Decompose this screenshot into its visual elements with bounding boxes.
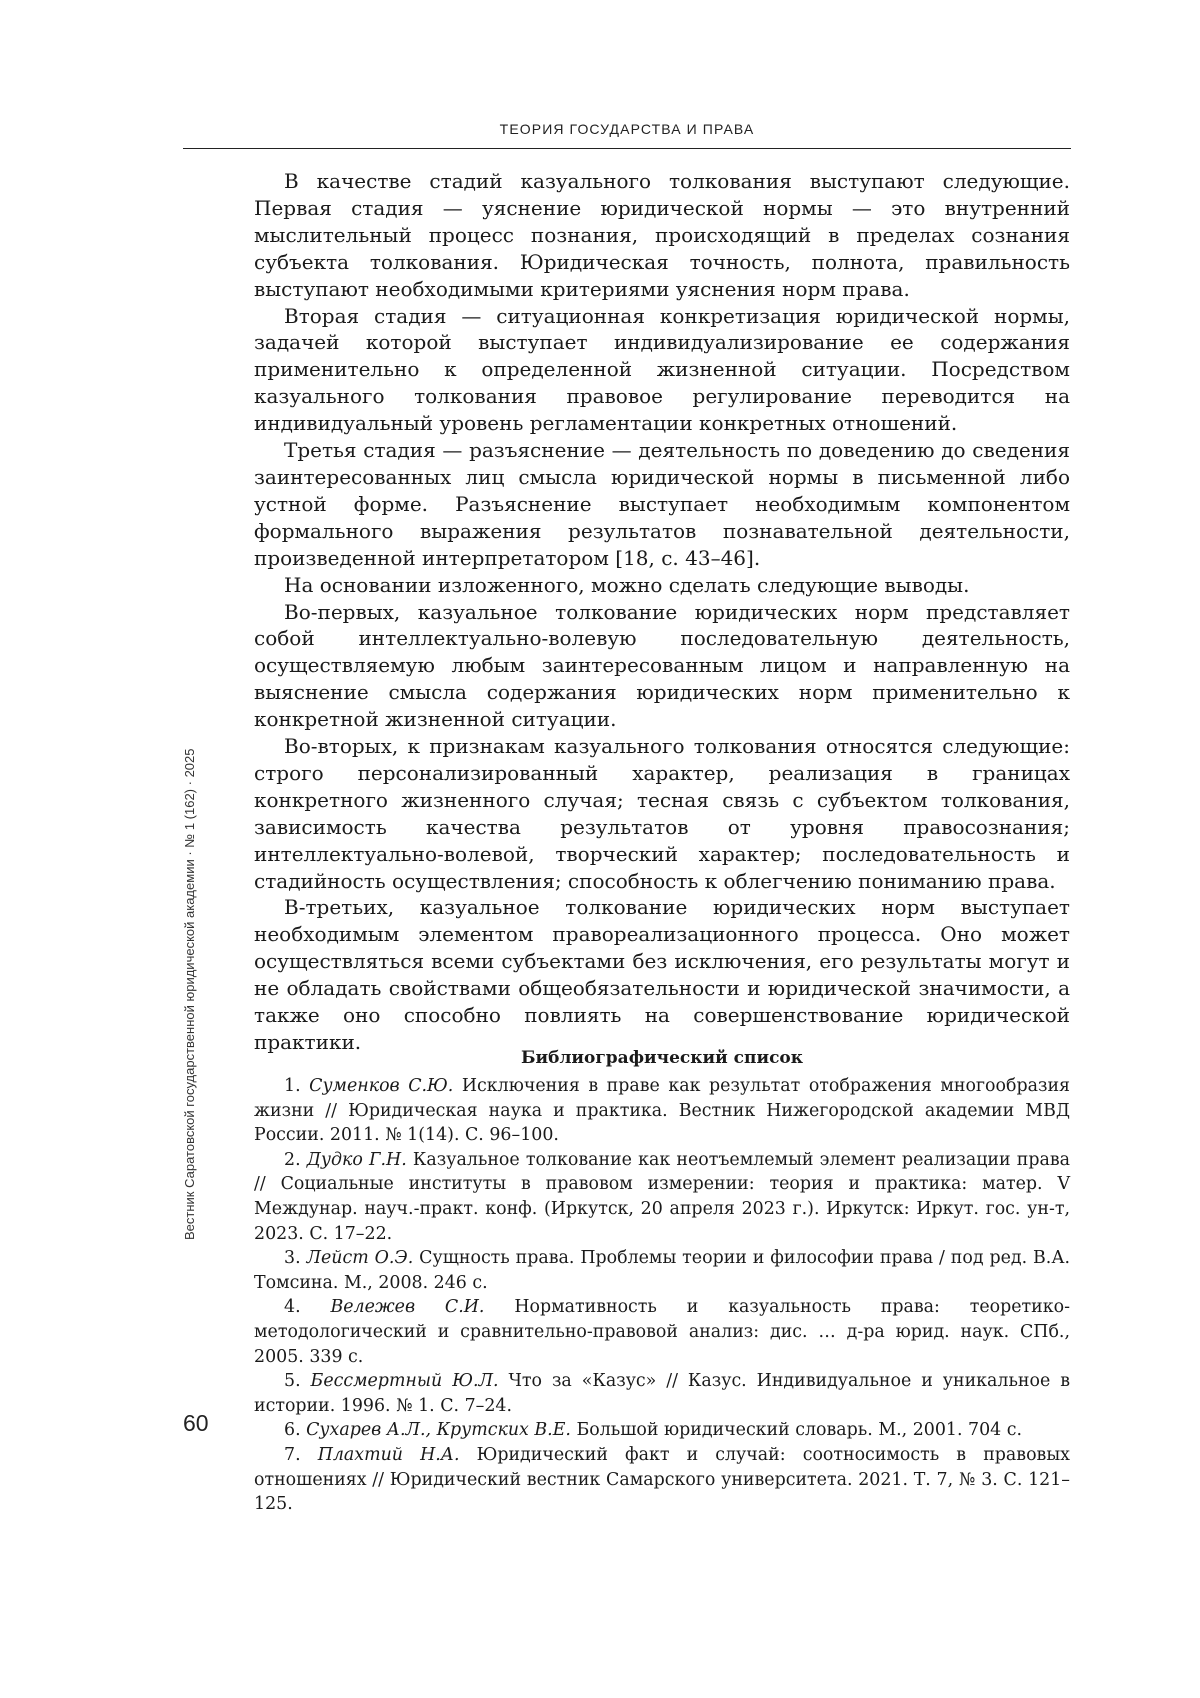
item-text: Казуальное толкование как неотъемлемый элемент реализации права // Социальные институты в правовом измерении: теория и практика: матер. V Междунар. науч.-практ. конф. (Иркутск, 20 апреля 2023 г.). Иркутск: Иркут. гос. ун-т, 2023. С. 17–22.	[254, 1149, 1070, 1244]
item-author: Дудко Г.Н.	[306, 1149, 407, 1170]
item-text: Юридический факт и случай: соотносимость в правовых отношениях // Юридический вестник Самарского университета. 2021. Т. 7, № 3. С. 121–125.	[254, 1444, 1070, 1515]
item-text: Исключения в праве как результат отображения многообразия жизни // Юридическая наука и практика. Вестник Нижегородской академии МВД России. 2011. № 1(14). С. 96–100.	[254, 1076, 1071, 1146]
bibliography-title: Библиографический список	[520, 1048, 804, 1068]
paragraph: Вторая стадия — ситуационная конкретизация юридической нормы, задачей которой выступает индивидуализирование ее содержания применительно к определенной жизненной ситуации. Посредством казуального толкования правовое регулирование переводится на индивидуальный уровень регламентации конкретных отношений.	[254, 303, 1070, 436]
running-title: ТЕОРИЯ ГОСУДАРСТВА И ПРАВА	[499, 121, 755, 137]
item-author: Бессмертный Ю.Л.	[310, 1371, 499, 1392]
journal-sidebar	[182, 748, 197, 1240]
bibliography-item	[254, 1246, 1070, 1295]
bibliography-item	[254, 1074, 1070, 1148]
item-number: 3.	[284, 1248, 301, 1269]
item-text: Что за «Казус» // Казус. Индивидуальное и уникальное в истории. 1996. № 1. С. 7–24.	[254, 1371, 1070, 1416]
journal-line: Вестник Саратовской государственной юридической академии · № 1 (162) · 2025	[182, 748, 197, 1240]
paragraph: Во-вторых, к признакам казуального толкования относятся следующие: строго персонализированный характер, реализация в границах конкретного жизненного случая; тесная связь с субъектом толкования, зависимость качества результатов от уровня правосознания; интеллектуально-волевой, творческий характер; последовательность и стадийность осуществления; способность к облегчению пониманию права.	[254, 734, 1070, 893]
item-number: 6.	[284, 1420, 301, 1441]
bibliography-item	[254, 1443, 1070, 1517]
item-number: 1.	[284, 1076, 301, 1096]
item-author: Суменков С.Ю.	[309, 1076, 454, 1096]
item-number: 2.	[284, 1149, 301, 1170]
paragraph: В качестве стадий казуального толкования выступают следующие. Первая стадия — уяснение юридической нормы — это внутренний мыслительный процесс познания, происходящий в пределах сознания субъекта толкования. Юридическая точность, полнота, правильность выступают необходимыми критериями уяснения норм права.	[254, 169, 1070, 301]
item-author: Лейст О.Э.	[306, 1248, 414, 1269]
item-number: 4.	[284, 1297, 301, 1318]
bibliography-item	[254, 1418, 1070, 1443]
item-number: 5.	[284, 1371, 301, 1392]
item-text: Сущность права. Проблемы теории и философии права / под ред. В.А. Томсина. М., 2008. 246 с.	[254, 1248, 1071, 1293]
bibliography-list	[254, 1074, 1070, 1517]
item-text: Нормативность и казуальность права: теоретико-методологический и сравнительно-правовой анализ: дис. … д-ра юрид. наук. СПб., 2005. 339 с.	[254, 1297, 1070, 1367]
header-divider	[183, 148, 1071, 149]
item-author: Плахтий Н.А.	[317, 1444, 460, 1465]
item-text: Большой юридический словарь. М., 2001. 704 с.	[576, 1420, 1023, 1441]
paragraph: На основании изложенного, можно сделать следующие выводы.	[284, 572, 970, 597]
page-number: 60	[183, 1410, 209, 1436]
paragraph: Во-первых, казуальное толкование юридических норм представляет собой интеллектуально-волевую последовательную деятельность, осуществляемую любым заинтересованным лицом и направленную на выяснение смысла содержания юридических норм применительно к конкретной жизненной ситуации.	[254, 599, 1070, 732]
bibliography-item	[254, 1369, 1070, 1418]
paragraph: В-третьих, казуальное толкование юридических норм выступает необходимым элементом правореализационного процесса. Оно может осуществляться всеми субъектами без исключения, его результаты могут и не обладать свойствами общеобязательности и юридической значимости, а также оно способно повлиять на совершенствование юридической практики.	[254, 895, 1070, 1054]
item-number: 7.	[284, 1444, 301, 1465]
item-author: Вележев С.И.	[330, 1297, 485, 1318]
bibliography-item	[254, 1295, 1070, 1369]
paragraph: Третья стадия — разъяснение — деятельность по доведению до сведения заинтересованных лиц смысла юридической нормы в письменной либо устной форме. Разъяснение выступает необходимым компонентом формального выражения результатов познавательной деятельности, произведенной интерпретатором [18, с. 43–46].	[254, 438, 1070, 570]
article-body	[254, 168, 1070, 1056]
bibliography-item	[254, 1148, 1070, 1246]
item-author: Сухарев А.Л., Крутских В.Е.	[306, 1420, 571, 1441]
